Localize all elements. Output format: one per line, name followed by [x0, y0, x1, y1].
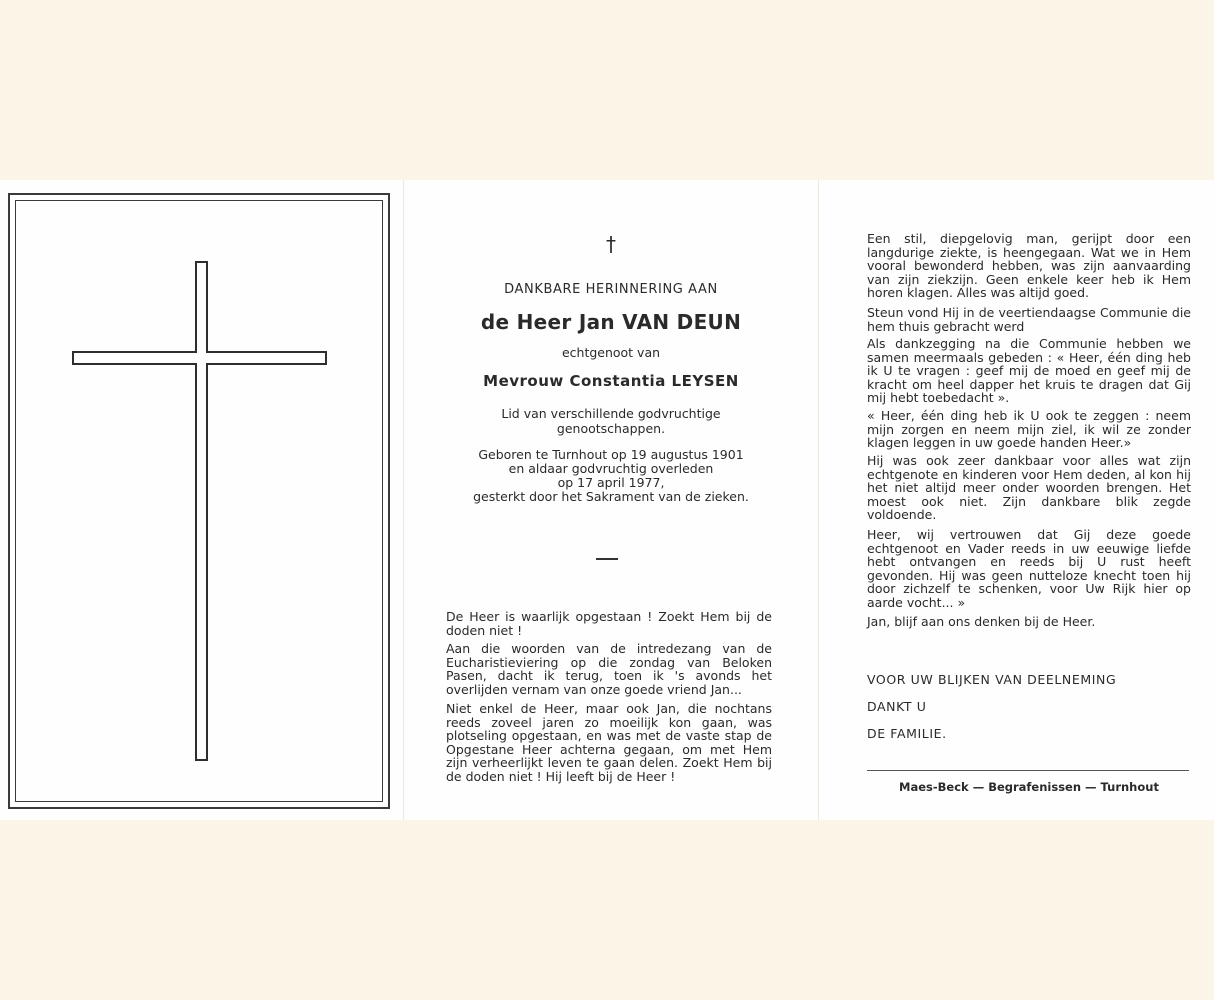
thanks-line-2: DANKT U — [867, 699, 927, 714]
birth-line-2: en aldaar godvruchtig overleden — [508, 461, 714, 476]
footer-rule — [867, 770, 1189, 771]
cross-icon — [0, 180, 402, 820]
text-paragraph: Hij was ook zeer dankbaar voor alles wat zijn echtgenote en kinderen voor Hem deden, al kon hij het niet altijd meer onder woorden brengen. Het moest ook niet. Zijn dankbare blik zegde voldoende. — [867, 453, 1191, 523]
dagger-cross-icon: † — [606, 232, 616, 256]
announcement-panel — [403, 180, 818, 820]
text-paragraph: Steun vond Hij in de veertiendaagse Communie die hem thuis gebracht werd — [867, 305, 1191, 334]
text-paragraph: De Heer is waarlijk opgestaan ! Zoekt Hem bij de doden niet ! — [446, 609, 772, 638]
relation-text: echtgenoot van — [561, 345, 661, 360]
printer-footer: Maes-Beck — Begrafenissen — Turnhout — [899, 780, 1159, 794]
text-paragraph: Jan, blijf aan ons denken bij de Heer. — [867, 614, 1096, 629]
text-paragraph: Een stil, diepgelovig man, gerijpt door een langdurige ziekte, is heengegaan. Wat we in Hem vooral bewonderd hebben, was zijn aanvaarding van zijn ziekzijn. Geen enkele keer heb ik Hem horen klagen. Alles was altijd goed. — [867, 231, 1191, 301]
membership-line-2: genootschappen. — [556, 421, 666, 436]
birth-line-1: Geboren te Turnhout op 19 augustus 1901 — [478, 447, 744, 462]
cover-panel — [0, 180, 402, 820]
text-paragraph: Niet enkel de Heer, maar ook Jan, die nochtans reeds zoveel jaren zo moeilijk kon gaan, was plotseling opgestaan, en was met de vaste stap de Opgestane Heer achterna gegaan, om met Hem zijn verheerlijkt leven te gaan delen. Zoekt Hem bij de doden niet ! Hij leeft bij de Heer ! — [446, 701, 772, 784]
birth-line-4: gesterkt door het Sakrament van de zieken. — [473, 489, 749, 504]
birth-line-3: op 17 april 1977, — [557, 475, 665, 490]
text-paragraph: Als dankzegging na die Communie hebben we samen meermaals gebeden : « Heer, één ding heb ik U te vragen : geef mij de moed en geef mij de kracht om heel dapper het kruis te dragen dat Gij mij hebt toebedacht ». — [867, 336, 1191, 406]
text-paragraph: « Heer, één ding heb ik U ook te zeggen : neem mijn zorgen en neem mijn ziel, ik wil ze zonder klagen leggen in uw goede handen Heer.» — [867, 408, 1191, 451]
text-paragraph: Aan die woorden van de intredezang van de Eucharistieviering op die zondag van Beloken Pasen, dacht ik terug, toen ik 's avonds het overlijden vernam van onze goede vriend Jan... — [446, 641, 772, 697]
membership-line-1: Lid van verschillende godvruchtige — [501, 406, 721, 421]
spouse-name: Mevrouw Constantia LEYSEN — [483, 372, 739, 390]
thanks-line-1: VOOR UW BLIJKEN VAN DEELNEMING — [867, 672, 1117, 687]
text-paragraph: Heer, wij vertrouwen dat Gij deze goede echtgenoot en Vader reeds in uw eeuwige liefde hebt ontvangen en reeds bij U rust heeft gevonden. Hij was geen nutteloze knecht toen hij door zichzelf te schenken, voor Uw Rijk hier op aarde vocht... » — [867, 527, 1191, 610]
thanks-line-3: DE FAMILIE. — [867, 726, 947, 741]
memorial-card — [0, 180, 1214, 820]
separator-dash — [596, 558, 618, 560]
meditation-panel — [818, 180, 1214, 820]
remembrance-heading: DANKBARE HERINNERING AAN — [504, 282, 718, 297]
deceased-name: de Heer Jan VAN DEUN — [480, 310, 742, 334]
